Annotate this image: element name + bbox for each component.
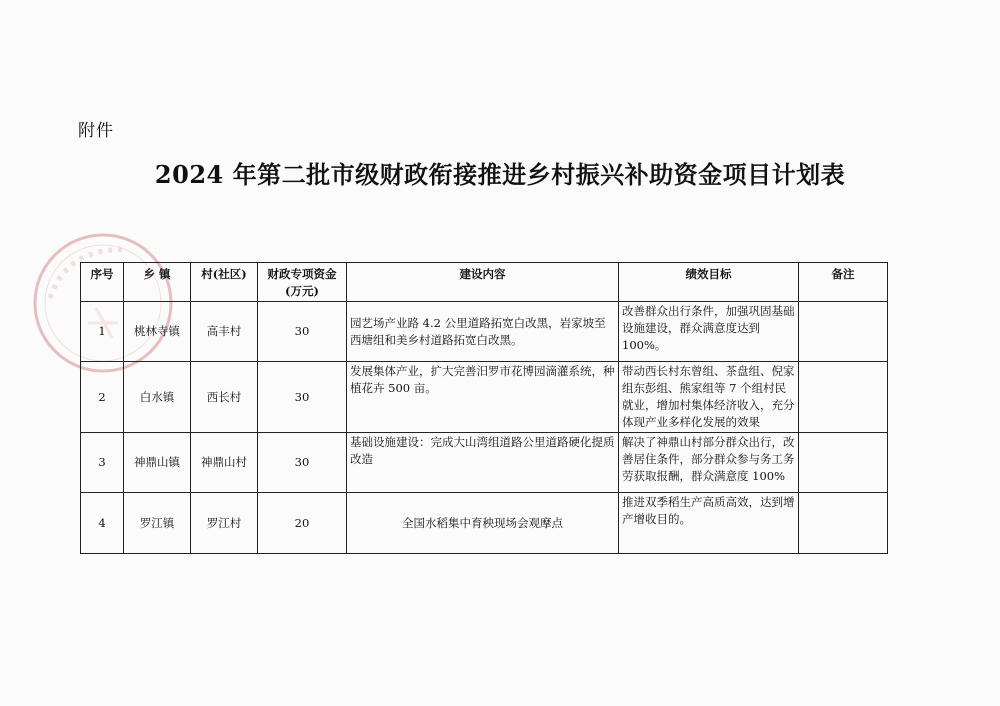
- page-title: 2024 年第二批市级财政衔接推进乡村振兴补助资金项目计划表: [154, 160, 846, 189]
- cell-town: 白水镇: [124, 362, 191, 433]
- cell-goal: 带动西长村东曾组、茶盘组、倪家组东彭组、熊家组等 7 个组村民就业，增加村集体经济收入，充分体现产业多样化发展的效果: [619, 362, 799, 433]
- cell-goal: 推进双季稻生产高质高效，达到增产增收目的。: [619, 493, 799, 554]
- table-row: [81, 362, 888, 433]
- header-town: 乡 镇: [124, 263, 191, 302]
- header-no: 序号: [81, 263, 124, 302]
- cell-no: 2: [81, 362, 124, 433]
- cell-remark: [799, 362, 888, 433]
- cell-village: 高丰村: [191, 302, 258, 362]
- cell-town: 桃林寺镇: [124, 302, 191, 362]
- project-plan-table: [80, 262, 888, 554]
- cell-remark: [799, 433, 888, 493]
- cell-funds: 30: [258, 433, 347, 493]
- cell-town: 罗江镇: [124, 493, 191, 554]
- table-row: [81, 493, 888, 554]
- cell-goal: 解决了神鼎山村部分群众出行，改善居住条件，部分群众参与务工务劳获取报酬，群众满意度 100%: [619, 433, 799, 493]
- cell-remark: [799, 302, 888, 362]
- cell-no: 4: [81, 493, 124, 554]
- cell-remark: [799, 493, 888, 554]
- table-header-row: [81, 263, 888, 302]
- cell-village: 罗江村: [191, 493, 258, 554]
- cell-content: 园艺场产业路 4.2 公里道路拓宽白改黑，岩家坡至西塘组和美乡村道路拓宽白改黑。: [347, 302, 619, 362]
- table-row: [81, 302, 888, 362]
- cell-content: 全国水稻集中育秧现场会观摩点: [347, 493, 619, 554]
- cell-no: 3: [81, 433, 124, 493]
- table-row: [81, 433, 888, 493]
- cell-content: 基础设施建设：完成大山湾组道路公里道路硬化提质改造: [347, 433, 619, 493]
- cell-funds: 30: [258, 362, 347, 433]
- cell-goal: 改善群众出行条件，加强巩固基础设施建设，群众满意度达到 100%。: [619, 302, 799, 362]
- cell-funds: 20: [258, 493, 347, 554]
- attachment-label: 附件: [78, 121, 114, 141]
- cell-village: 西长村: [191, 362, 258, 433]
- header-content: 建设内容: [347, 263, 619, 302]
- cell-village: 神鼎山村: [191, 433, 258, 493]
- cell-funds: 30: [258, 302, 347, 362]
- header-village: 村(社区): [191, 263, 258, 302]
- cell-content: 发展集体产业，扩大完善汨罗市花博园滴灌系统，种植花卉 500 亩。: [347, 362, 619, 433]
- header-remark: 备注: [799, 263, 888, 302]
- cell-no: 1: [81, 302, 124, 362]
- header-funds: 财政专项资金 (万元): [258, 263, 347, 302]
- cell-town: 神鼎山镇: [124, 433, 191, 493]
- header-goal: 绩效目标: [619, 263, 799, 302]
